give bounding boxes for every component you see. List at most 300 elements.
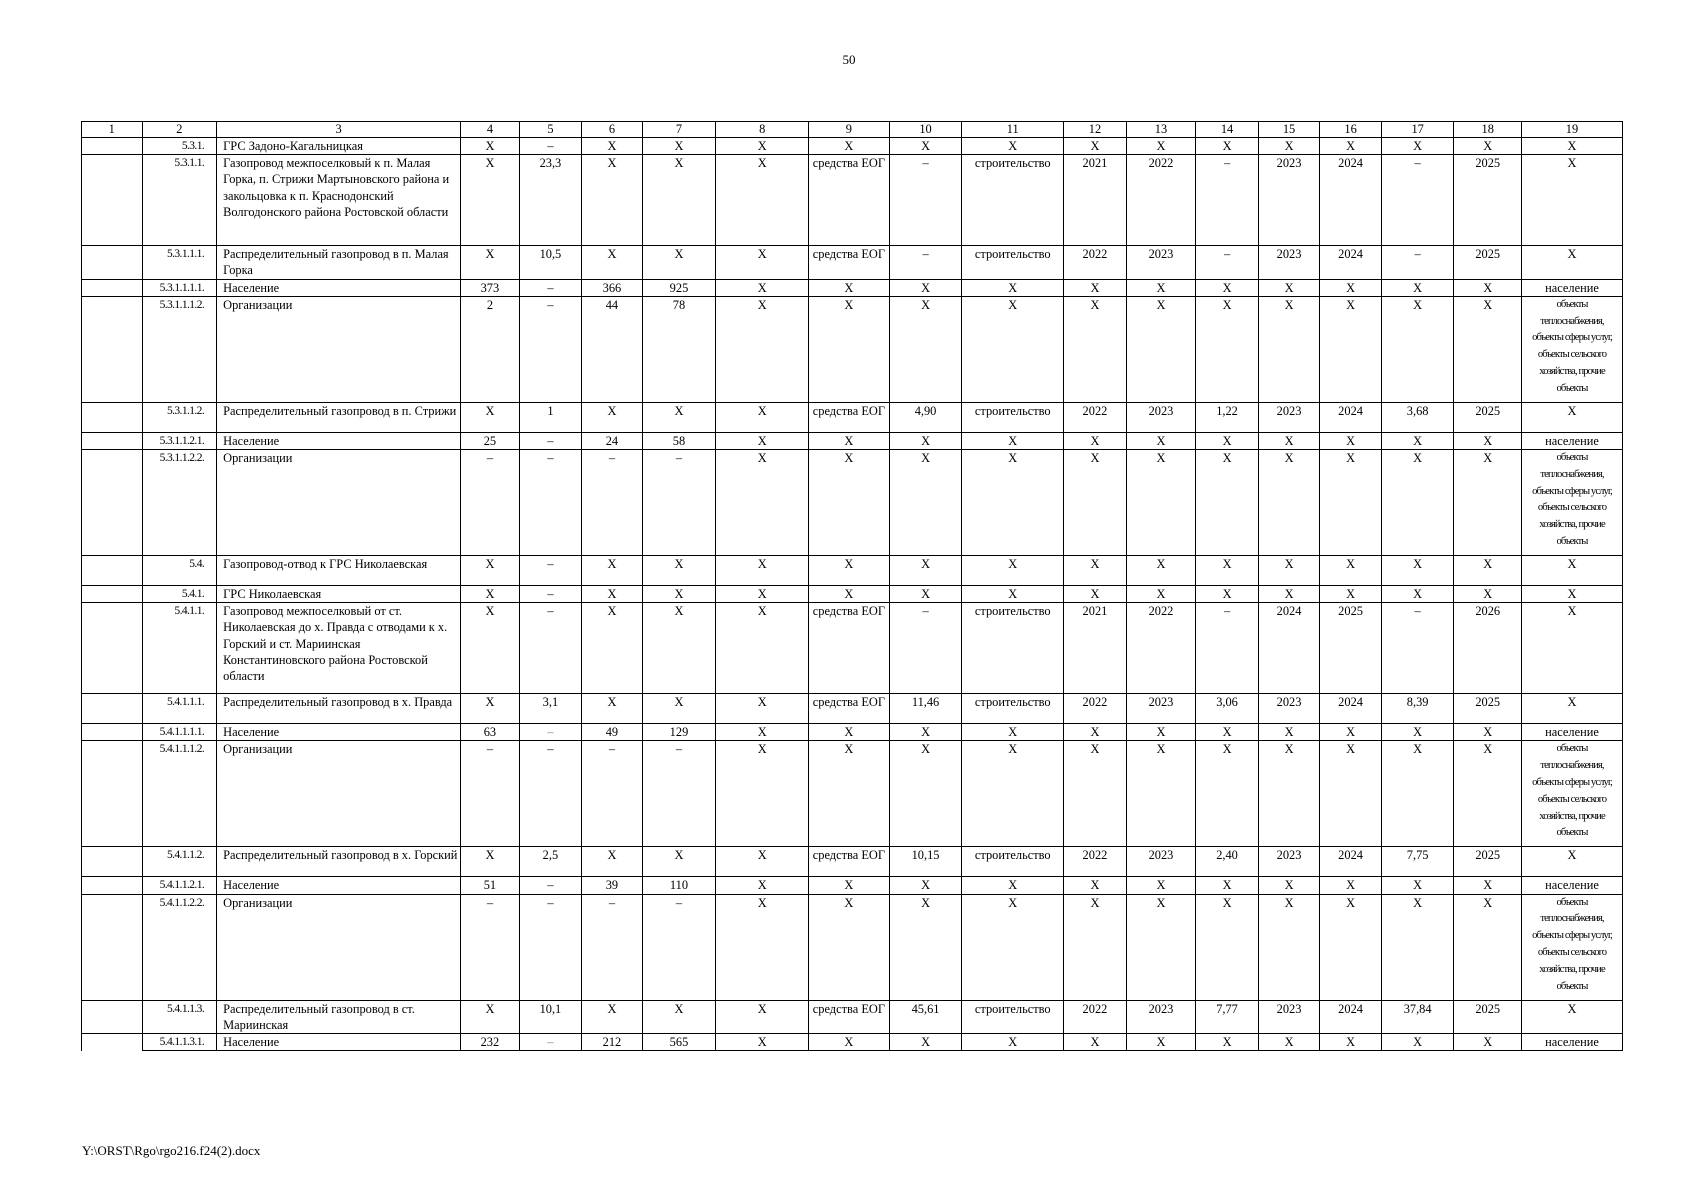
table-cell-col7: –: [642, 741, 716, 847]
table-cell-col3: Организации: [217, 450, 461, 556]
table-cell-col6: Х: [582, 586, 643, 603]
table-cell-col1: [82, 556, 143, 586]
table-cell-col15: Х: [1258, 138, 1320, 155]
table-cell-col13: 2023: [1126, 246, 1196, 279]
header-cell-13: 13: [1126, 122, 1196, 138]
table-cell-col10: Х: [889, 279, 962, 296]
header-cell-10: 10: [889, 122, 962, 138]
table-cell-col12: Х: [1064, 586, 1127, 603]
table-cell-col4: Х: [461, 138, 519, 155]
table-cell-col19: Х: [1522, 586, 1623, 603]
table-row: [82, 877, 1623, 894]
table-cell-col16: 2025: [1320, 603, 1382, 694]
table-cell-col13: 2023: [1126, 1000, 1196, 1033]
table-cell-col5: –: [519, 432, 582, 449]
table-cell-col10: –: [889, 603, 962, 694]
table-cell-col4: Х: [461, 586, 519, 603]
table-cell-col9: средства ЕОГ: [809, 1000, 890, 1033]
table-cell-col5: –: [519, 894, 582, 1000]
page-number: 50: [842, 52, 856, 67]
header-cell-18: 18: [1454, 122, 1522, 138]
table-cell-col14: Х: [1196, 894, 1259, 1000]
table-cell-col12: 2022: [1064, 847, 1127, 877]
table-cell-col4: Х: [461, 246, 519, 279]
table-cell-col7: Х: [642, 246, 716, 279]
table-cell-col19: население: [1522, 279, 1623, 296]
table-cell-col5: 10,5: [519, 246, 582, 279]
table-cell-col15: Х: [1258, 279, 1320, 296]
table-cell-col5: –: [519, 741, 582, 847]
table-cell-col3: Население: [217, 432, 461, 449]
table-cell-col9: средства ЕОГ: [809, 847, 890, 877]
table-cell-col3: Газопровод межпоселковый от ст. Николаевская до х. Правда с отводами к х. Горский и ст. Мариинская Константиновского района Ростовской области: [217, 603, 461, 694]
table-cell-col5: 3,1: [519, 694, 582, 724]
table-cell-col6: –: [582, 894, 643, 1000]
header-cell-19: 19: [1522, 122, 1623, 138]
table-cell-col4: Х: [461, 556, 519, 586]
table-cell-col8: Х: [716, 724, 809, 741]
table-cell-col4: –: [461, 741, 519, 847]
table-cell-col17: –: [1381, 155, 1454, 246]
table-cell-col3: Распределительный газопровод в п. Стрижи: [217, 402, 461, 432]
table-cell-col6: Х: [582, 847, 643, 877]
table-cell-col6: Х: [582, 402, 643, 432]
table-cell-col5: –: [519, 279, 582, 296]
table-cell-col2: 5.4.1.1.1.2.: [142, 741, 217, 847]
table-cell-col1: [82, 1000, 143, 1033]
table-cell-col10: Х: [889, 556, 962, 586]
header-cell-3: 3: [217, 122, 461, 138]
table-cell-col2: 5.4.1.: [142, 586, 217, 603]
table-cell-col17: Х: [1381, 894, 1454, 1000]
table-cell-col4: –: [461, 450, 519, 556]
table-cell-col16: Х: [1320, 894, 1382, 1000]
table-cell-col9: Х: [809, 586, 890, 603]
table-cell-col16: Х: [1320, 138, 1382, 155]
table-cell-col17: 7,75: [1381, 847, 1454, 877]
table-cell-col7: Х: [642, 556, 716, 586]
table-cell-col1: [82, 246, 143, 279]
table-cell-col12: Х: [1064, 450, 1127, 556]
table-cell-col3: Распределительный газопровод в х. Горский: [217, 847, 461, 877]
table-cell-col6: Х: [582, 556, 643, 586]
table-cell-col18: Х: [1454, 296, 1522, 402]
table-cell-col4: 25: [461, 432, 519, 449]
table-row: [82, 402, 1623, 432]
table-cell-col4: 232: [461, 1034, 519, 1051]
table-cell-col11: Х: [962, 296, 1064, 402]
table-cell-col11: строительство: [962, 1000, 1064, 1033]
table-cell-col3: Газопровод межпоселковый к п. Малая Горка, п. Стрижи Мартыновского района и закольцовка к п. Краснодонский Волгодонского района Ростовской области: [217, 155, 461, 246]
table-row: [82, 450, 1623, 556]
table-cell-col6: –: [582, 450, 643, 556]
table-cell-col7: Х: [642, 586, 716, 603]
table-cell-col13: Х: [1126, 724, 1196, 741]
table-cell-col14: Х: [1196, 556, 1259, 586]
table-cell-col12: 2022: [1064, 402, 1127, 432]
footer-file-path: Y:\ORST\Rgo\rgo216.f24(2).docx: [82, 1143, 261, 1158]
table-cell-col5: 10,1: [519, 1000, 582, 1033]
table-cell-col11: строительство: [962, 155, 1064, 246]
table-cell-col8: Х: [716, 694, 809, 724]
table-cell-col12: Х: [1064, 556, 1127, 586]
table-cell-col2: 5.3.1.1.2.2.: [142, 450, 217, 556]
table-cell-col10: 45,61: [889, 1000, 962, 1033]
table-cell-col13: 2022: [1126, 155, 1196, 246]
table-cell-col1: [82, 741, 143, 847]
table-cell-col18: 2025: [1454, 155, 1522, 246]
table-cell-col6: 366: [582, 279, 643, 296]
table-cell-col3: Распределительный газопровод в ст. Мариинская: [217, 1000, 461, 1033]
table-row: [82, 741, 1623, 847]
table-cell-col2: 5.3.1.1.1.: [142, 246, 217, 279]
table-cell-col1: [82, 694, 143, 724]
table-cell-col7: 78: [642, 296, 716, 402]
table-cell-col17: 37,84: [1381, 1000, 1454, 1033]
table-cell-col4: 2: [461, 296, 519, 402]
table-cell-col5: –: [519, 296, 582, 402]
table-cell-col5: 23,3: [519, 155, 582, 246]
table-cell-col17: Х: [1381, 1034, 1454, 1051]
table-cell-col8: Х: [716, 847, 809, 877]
table-cell-col1: [82, 450, 143, 556]
table-row: [82, 1034, 1623, 1051]
table-cell-col8: Х: [716, 894, 809, 1000]
table-cell-col9: Х: [809, 450, 890, 556]
table-row: [82, 432, 1623, 449]
table-cell-col14: 3,06: [1196, 694, 1259, 724]
header-cell-4: 4: [461, 122, 519, 138]
table-cell-col4: –: [461, 894, 519, 1000]
table-cell-col16: 2024: [1320, 155, 1382, 246]
table-cell-col7: Х: [642, 138, 716, 155]
table-cell-col16: Х: [1320, 741, 1382, 847]
table-cell-col3: Население: [217, 877, 461, 894]
table-cell-col19: объекты теплоснабжения, объекты сферы услуг, объекты сельского хозяйства, прочие объекты: [1522, 741, 1623, 847]
table-cell-col15: Х: [1258, 296, 1320, 402]
table-cell-col18: 2026: [1454, 603, 1522, 694]
table-cell-col15: Х: [1258, 724, 1320, 741]
table-cell-col9: Х: [809, 138, 890, 155]
table-cell-col19: Х: [1522, 847, 1623, 877]
table-row: [82, 296, 1623, 402]
data-table: [81, 121, 1623, 1051]
table-cell-col19: объекты теплоснабжения, объекты сферы услуг, объекты сельского хозяйства, прочие объекты: [1522, 450, 1623, 556]
table-cell-col9: средства ЕОГ: [809, 155, 890, 246]
table-cell-col13: Х: [1126, 894, 1196, 1000]
table-cell-col9: средства ЕОГ: [809, 603, 890, 694]
header-cell-8: 8: [716, 122, 809, 138]
table-cell-col6: 44: [582, 296, 643, 402]
table-cell-col10: Х: [889, 724, 962, 741]
table-cell-col19: Х: [1522, 246, 1623, 279]
table-cell-col2: 5.4.1.1.3.1.: [142, 1034, 217, 1051]
table-cell-col1: [82, 847, 143, 877]
table-cell-col19: объекты теплоснабжения, объекты сферы услуг, объекты сельского хозяйства, прочие объекты: [1522, 894, 1623, 1000]
table-cell-col8: Х: [716, 741, 809, 847]
table-cell-col10: Х: [889, 450, 962, 556]
table-cell-col18: Х: [1454, 432, 1522, 449]
table-cell-col15: Х: [1258, 450, 1320, 556]
header-cell-15: 15: [1258, 122, 1320, 138]
table-cell-col15: Х: [1258, 586, 1320, 603]
table-cell-col3: Организации: [217, 296, 461, 402]
table-cell-col9: средства ЕОГ: [809, 694, 890, 724]
table-cell-col9: средства ЕОГ: [809, 246, 890, 279]
table-cell-col18: Х: [1454, 1034, 1522, 1051]
table-cell-col18: 2025: [1454, 402, 1522, 432]
table-cell-col1: [82, 296, 143, 402]
table-cell-col10: 11,46: [889, 694, 962, 724]
table-cell-col11: Х: [962, 877, 1064, 894]
table-cell-col19: Х: [1522, 694, 1623, 724]
table-cell-col15: Х: [1258, 556, 1320, 586]
table-cell-col11: строительство: [962, 694, 1064, 724]
table-cell-col19: Х: [1522, 556, 1623, 586]
table-cell-col18: 2025: [1454, 694, 1522, 724]
table-cell-col11: Х: [962, 450, 1064, 556]
table-cell-col4: Х: [461, 1000, 519, 1033]
table-cell-col3: Газопровод-отвод к ГРС Николаевская: [217, 556, 461, 586]
table-cell-col7: 58: [642, 432, 716, 449]
table-cell-col10: 4,90: [889, 402, 962, 432]
table-cell-col19: Х: [1522, 155, 1623, 246]
table-cell-col1: [82, 586, 143, 603]
table-cell-col11: Х: [962, 279, 1064, 296]
table-cell-col7: Х: [642, 155, 716, 246]
table-cell-col13: 2023: [1126, 847, 1196, 877]
table-cell-col16: 2024: [1320, 694, 1382, 724]
table-cell-col17: Х: [1381, 296, 1454, 402]
table-cell-col13: Х: [1126, 586, 1196, 603]
table-cell-col4: 63: [461, 724, 519, 741]
table-cell-col8: Х: [716, 450, 809, 556]
table-cell-col18: Х: [1454, 138, 1522, 155]
table-cell-col16: 2024: [1320, 1000, 1382, 1033]
table-cell-col3: Организации: [217, 894, 461, 1000]
header-cell-7: 7: [642, 122, 716, 138]
table-cell-col17: Х: [1381, 138, 1454, 155]
table-cell-col16: 2024: [1320, 402, 1382, 432]
table-cell-col16: Х: [1320, 279, 1382, 296]
table-cell-col11: Х: [962, 556, 1064, 586]
header-cell-1: 1: [82, 122, 143, 138]
table-cell-col11: Х: [962, 894, 1064, 1000]
table-row: [82, 694, 1623, 724]
table-cell-col19: объекты теплоснабжения, объекты сферы услуг, объекты сельского хозяйства, прочие объекты: [1522, 296, 1623, 402]
table-cell-col1: [82, 1034, 143, 1051]
table-cell-col14: 2,40: [1196, 847, 1259, 877]
table-cell-col15: Х: [1258, 432, 1320, 449]
table-cell-col9: Х: [809, 556, 890, 586]
table-cell-col6: Х: [582, 246, 643, 279]
table-cell-col4: 373: [461, 279, 519, 296]
table-cell-col2: 5.4.1.1.1.: [142, 694, 217, 724]
table-row: [82, 847, 1623, 877]
table-cell-col5: –: [519, 1034, 582, 1051]
table-cell-col16: Х: [1320, 432, 1382, 449]
table-cell-col14: –: [1196, 603, 1259, 694]
table-cell-col17: Х: [1381, 450, 1454, 556]
table-cell-col8: Х: [716, 877, 809, 894]
table-cell-col2: 5.3.1.1.1.1.: [142, 279, 217, 296]
table-cell-col18: 2025: [1454, 847, 1522, 877]
table-row: [82, 724, 1623, 741]
table-cell-col10: Х: [889, 138, 962, 155]
table-cell-col18: Х: [1454, 556, 1522, 586]
table-cell-col4: Х: [461, 155, 519, 246]
header-cell-5: 5: [519, 122, 582, 138]
table-cell-col12: 2022: [1064, 246, 1127, 279]
table-cell-col15: Х: [1258, 1034, 1320, 1051]
table-cell-col12: 2021: [1064, 603, 1127, 694]
table-cell-col12: Х: [1064, 877, 1127, 894]
table-cell-col10: Х: [889, 894, 962, 1000]
table-cell-col13: Х: [1126, 432, 1196, 449]
table-cell-col16: Х: [1320, 724, 1382, 741]
table-cell-col17: –: [1381, 603, 1454, 694]
table-cell-col9: Х: [809, 877, 890, 894]
table-cell-col11: строительство: [962, 603, 1064, 694]
table-cell-col1: [82, 724, 143, 741]
table-cell-col1: [82, 432, 143, 449]
table-cell-col17: 3,68: [1381, 402, 1454, 432]
table-cell-col14: Х: [1196, 724, 1259, 741]
header-cell-14: 14: [1196, 122, 1259, 138]
table-cell-col7: 565: [642, 1034, 716, 1051]
table-cell-col13: 2023: [1126, 402, 1196, 432]
table-cell-col7: 925: [642, 279, 716, 296]
table-row: [82, 246, 1623, 279]
table-cell-col11: строительство: [962, 847, 1064, 877]
table-cell-col19: Х: [1522, 603, 1623, 694]
table-cell-col17: Х: [1381, 877, 1454, 894]
table-cell-col14: Х: [1196, 1034, 1259, 1051]
table-cell-col18: 2025: [1454, 1000, 1522, 1033]
table-cell-col18: Х: [1454, 877, 1522, 894]
table-cell-col6: 39: [582, 877, 643, 894]
table-cell-col14: Х: [1196, 432, 1259, 449]
table-cell-col6: Х: [582, 694, 643, 724]
table-cell-col8: Х: [716, 402, 809, 432]
table-cell-col5: –: [519, 724, 582, 741]
table-cell-col18: Х: [1454, 724, 1522, 741]
table-cell-col2: 5.3.1.1.1.2.: [142, 296, 217, 402]
table-cell-col17: –: [1381, 246, 1454, 279]
table-cell-col3: Население: [217, 279, 461, 296]
table-cell-col2: 5.3.1.1.2.: [142, 402, 217, 432]
table-cell-col10: Х: [889, 1034, 962, 1051]
table-cell-col5: –: [519, 138, 582, 155]
table-cell-col2: 5.3.1.1.2.1.: [142, 432, 217, 449]
table-cell-col18: Х: [1454, 894, 1522, 1000]
table-cell-col6: 49: [582, 724, 643, 741]
table-cell-col5: –: [519, 556, 582, 586]
table-cell-col6: Х: [582, 155, 643, 246]
table-cell-col19: население: [1522, 724, 1623, 741]
table-cell-col8: Х: [716, 586, 809, 603]
table-cell-col12: Х: [1064, 894, 1127, 1000]
table-cell-col18: Х: [1454, 586, 1522, 603]
table-cell-col4: 51: [461, 877, 519, 894]
table-cell-col2: 5.4.1.1.2.1.: [142, 877, 217, 894]
header-cell-6: 6: [582, 122, 643, 138]
table-row: [82, 138, 1623, 155]
table-cell-col4: Х: [461, 603, 519, 694]
header-cell-11: 11: [962, 122, 1064, 138]
table-cell-col14: Х: [1196, 138, 1259, 155]
table-cell-col12: Х: [1064, 138, 1127, 155]
table-cell-col3: Распределительный газопровод в х. Правда: [217, 694, 461, 724]
table-cell-col12: Х: [1064, 296, 1127, 402]
table-cell-col12: Х: [1064, 1034, 1127, 1051]
table-cell-col2: 5.4.1.1.1.1.: [142, 724, 217, 741]
table-cell-col3: Население: [217, 1034, 461, 1051]
table-row: [82, 1000, 1623, 1033]
table-cell-col10: Х: [889, 296, 962, 402]
table-cell-col11: Х: [962, 741, 1064, 847]
table-cell-col8: Х: [716, 432, 809, 449]
table-row: [82, 279, 1623, 296]
table-cell-col15: 2024: [1258, 603, 1320, 694]
table-cell-col7: Х: [642, 603, 716, 694]
table-cell-col6: –: [582, 741, 643, 847]
table-cell-col8: Х: [716, 138, 809, 155]
table-cell-col16: Х: [1320, 450, 1382, 556]
table-cell-col6: Х: [582, 138, 643, 155]
table-cell-col12: Х: [1064, 724, 1127, 741]
table-cell-col7: Х: [642, 1000, 716, 1033]
table-cell-col9: Х: [809, 279, 890, 296]
table-cell-col2: 5.3.1.1.: [142, 155, 217, 246]
table-cell-col1: [82, 894, 143, 1000]
table-cell-col15: Х: [1258, 877, 1320, 894]
table-cell-col2: 5.4.1.1.: [142, 603, 217, 694]
table-cell-col14: Х: [1196, 877, 1259, 894]
table-cell-col1: [82, 402, 143, 432]
table-cell-col16: 2024: [1320, 246, 1382, 279]
table-cell-col13: Х: [1126, 741, 1196, 847]
table-cell-col1: [82, 603, 143, 694]
table-cell-col5: 2,5: [519, 847, 582, 877]
table-cell-col6: 212: [582, 1034, 643, 1051]
table-cell-col2: 5.4.1.1.3.: [142, 1000, 217, 1033]
table-header-row: [82, 122, 1623, 138]
table-row: [82, 556, 1623, 586]
table-cell-col8: Х: [716, 155, 809, 246]
table-cell-col9: средства ЕОГ: [809, 402, 890, 432]
table-cell-col13: Х: [1126, 1034, 1196, 1051]
table-cell-col15: 2023: [1258, 155, 1320, 246]
table-cell-col10: 10,15: [889, 847, 962, 877]
table-cell-col1: [82, 138, 143, 155]
table-cell-col3: ГРС Николаевская: [217, 586, 461, 603]
table-cell-col2: 5.4.1.1.2.: [142, 847, 217, 877]
table-cell-col11: строительство: [962, 246, 1064, 279]
table-cell-col13: Х: [1126, 296, 1196, 402]
table-cell-col16: Х: [1320, 556, 1382, 586]
table-cell-col2: 5.4.: [142, 556, 217, 586]
table-cell-col16: Х: [1320, 296, 1382, 402]
table-cell-col17: Х: [1381, 741, 1454, 847]
table-cell-col9: Х: [809, 724, 890, 741]
table-cell-col16: Х: [1320, 877, 1382, 894]
table-cell-col15: 2023: [1258, 246, 1320, 279]
table-cell-col3: Распределительный газопровод в п. Малая Горка: [217, 246, 461, 279]
table-cell-col10: Х: [889, 586, 962, 603]
header-cell-9: 9: [809, 122, 890, 138]
table-cell-col8: Х: [716, 296, 809, 402]
